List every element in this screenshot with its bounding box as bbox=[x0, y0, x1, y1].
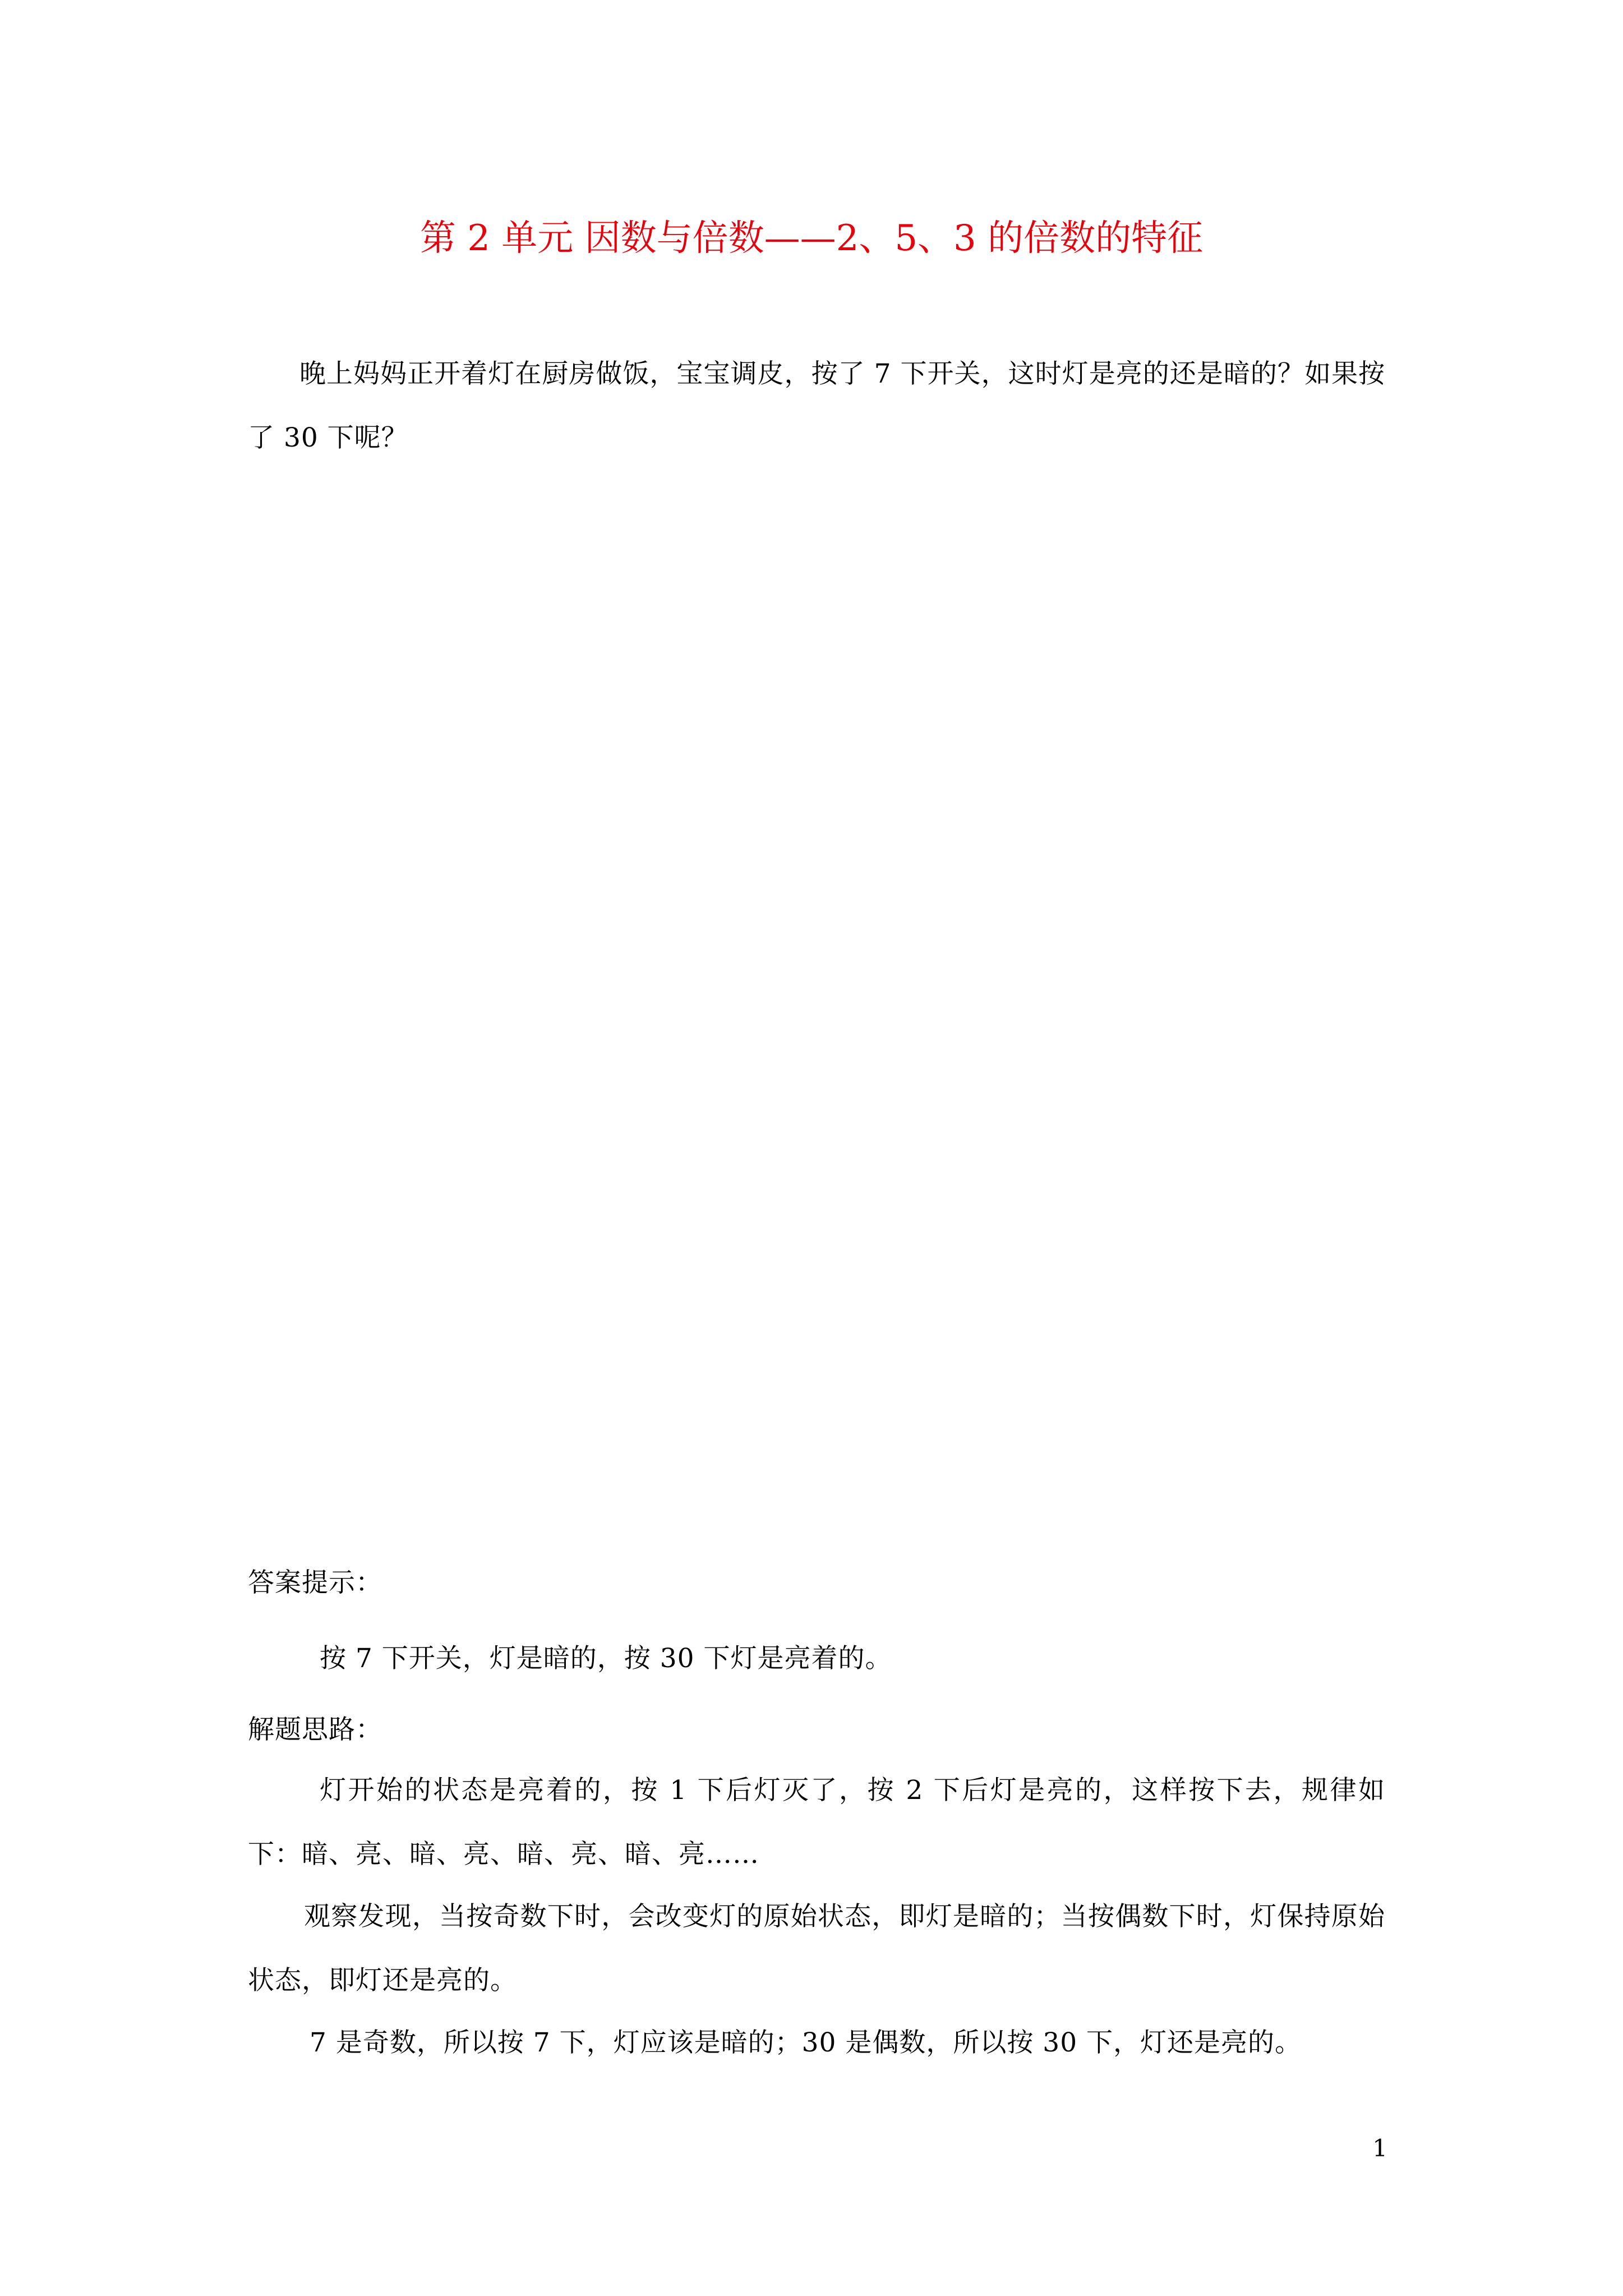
solution-paragraph: 7 是奇数，所以按 7 下，灯应该是暗的；30 是偶数，所以按 30 下，灯还是亮的。 bbox=[310, 2027, 1302, 2058]
solution-label: 解题思路： bbox=[248, 1714, 382, 1745]
question-paragraph: 晚上妈妈正开着灯在厨房做饭，宝宝调皮，按了 7 下开关，这时灯是亮的还是暗的？如果按了 30 下呢？ bbox=[248, 358, 1385, 453]
answer-text: 按 7 下开关，灯是暗的，按 30 下灯是亮着的。 bbox=[320, 1643, 892, 1674]
solution-paragraph: 观察发现，当按奇数下时，会改变灯的原始状态，即灯是暗的；当按偶数下时，灯保持原始状态，即灯还是亮的。 bbox=[248, 1901, 1385, 1996]
page-number: 1 bbox=[1372, 2134, 1387, 2162]
solution-paragraph: 灯开始的状态是亮着的，按 1 下后灯灭了，按 2 下后灯是亮的，这样按下去，规律如下：暗、亮、暗、亮、暗、亮、暗、亮…… bbox=[248, 1775, 1385, 1870]
answer-label: 答案提示： bbox=[248, 1567, 382, 1598]
page-title: 第 2 单元 因数与倍数——2、5、3 的倍数的特征 bbox=[419, 218, 1204, 259]
